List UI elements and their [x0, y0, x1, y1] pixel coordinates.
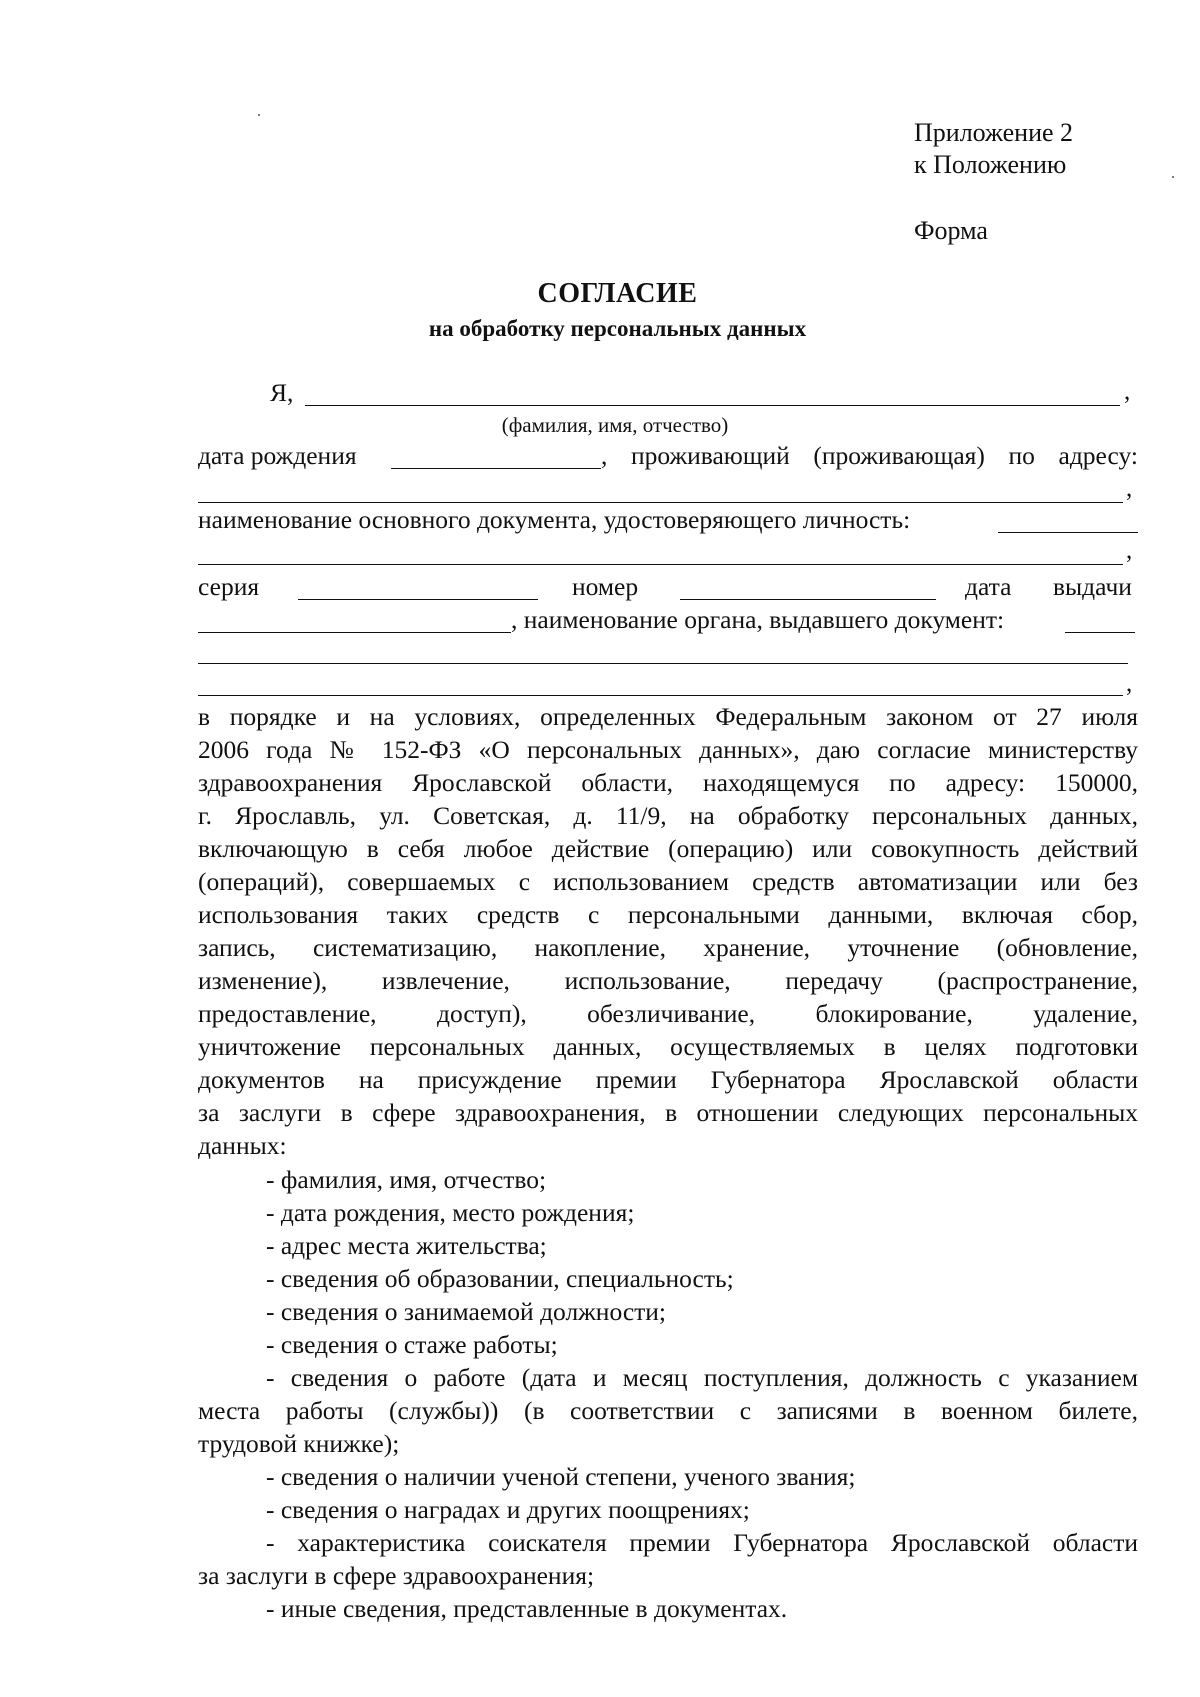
consent-line: (операций), совершаемых с использованием средств автоматизации или без	[198, 867, 1138, 896]
address-label: , проживающий (проживающая) по адресу:	[601, 441, 1138, 470]
issue-date-label: дата	[965, 572, 1012, 601]
comma: ,	[1126, 670, 1133, 697]
consent-line: данных:	[198, 1131, 287, 1160]
document-title: СОГЛАСИЕ	[537, 278, 698, 309]
appendix-number: Приложение 2	[914, 118, 1074, 147]
consent-line: запись, систематизацию, накопление, хранение, уточнение (обновление,	[198, 933, 1138, 962]
list-item: - адрес места жительства;	[266, 1231, 547, 1260]
id-document-field[interactable]	[998, 532, 1138, 533]
consent-line: включающую в себя любое действие (операцию) или совокупность действий	[198, 834, 1138, 863]
list-item-continuation: трудовой книжке);	[198, 1429, 400, 1458]
consent-line: в порядке и на условиях, определенных Федеральным законом от 27 июля	[198, 702, 1138, 731]
consent-line: изменение), извлечение, использование, передачу (распространение,	[198, 966, 1138, 995]
consent-line: 2006 года № 152-ФЗ «О персональных данных», даю согласие министерству	[198, 735, 1138, 764]
scan-speck	[1172, 176, 1174, 178]
list-item: - сведения об образовании, специальность;	[266, 1264, 734, 1293]
issuing-authority-field-cont-2[interactable]	[198, 695, 1123, 696]
consent-line: уничтожение персональных данных, осуществляемых в целях подготовки	[198, 1032, 1138, 1061]
series-label: серия	[198, 572, 260, 601]
appendix-reference: к Положению	[914, 150, 1067, 179]
number-label: номер	[572, 572, 639, 601]
comma: ,	[1126, 475, 1133, 502]
birth-date-field[interactable]	[391, 468, 601, 469]
number-field[interactable]	[680, 599, 936, 600]
list-item: - сведения о занимаемой должности;	[266, 1297, 667, 1326]
address-field[interactable]	[198, 502, 1123, 503]
id-document-field-cont[interactable]	[198, 564, 1123, 565]
consent-line: использования таких средств с персональными данными, включая сбор,	[198, 900, 1138, 929]
list-item: - иные сведения, представленные в документах.	[266, 1594, 788, 1623]
series-field[interactable]	[298, 599, 538, 600]
fio-hint: (фамилия, имя, отчество)	[501, 413, 729, 437]
consent-line: предоставление, доступ), обезличивание, блокирование, удаление,	[198, 999, 1138, 1028]
comma: ,	[1126, 537, 1133, 564]
id-document-label: наименование основного документа, удостоверяющего личность:	[198, 505, 911, 534]
list-item: - сведения о наградах и других поощрениях;	[266, 1495, 750, 1524]
issue-date-label-2: выдачи	[1053, 572, 1132, 601]
list-item: - фамилия, имя, отчество;	[266, 1165, 547, 1194]
consent-line: здравоохранения Ярославской области, находящемуся по адресу: 150000,	[198, 768, 1138, 797]
list-item: - дата рождения, место рождения;	[266, 1198, 635, 1227]
birth-date-label: дата рождения	[198, 441, 357, 470]
consent-line: документов на присуждение премии Губернатора Ярославской области	[198, 1065, 1138, 1094]
form-label: Форма	[914, 216, 988, 245]
comma: ,	[1124, 378, 1131, 405]
list-item: - сведения о работе (дата и месяц поступления, должность с указанием	[266, 1363, 1138, 1392]
consent-line: г. Ярославль, ул. Советская, д. 11/9, на обработку персональных данных,	[198, 801, 1138, 830]
document-subtitle: на обработку персональных данных	[428, 316, 807, 341]
scan-speck	[258, 114, 260, 116]
fio-field[interactable]	[305, 405, 1120, 406]
issuing-authority-label: , наименование органа, выдавшего документ:	[511, 605, 1005, 634]
issuing-authority-field[interactable]	[1065, 632, 1135, 633]
list-item: - характеристика соискателя премии Губернатора Ярославской области	[266, 1528, 1138, 1557]
list-item-continuation: места работы (службы)) (в соответствии с записями в военном билете,	[198, 1396, 1138, 1425]
ya-label: Я,	[270, 378, 294, 407]
issuing-authority-field-cont[interactable]	[198, 663, 1128, 664]
issue-date-field[interactable]	[198, 632, 511, 633]
list-item: - сведения о стаже работы;	[266, 1330, 558, 1359]
list-item-continuation: за заслуги в сфере здравоохранения;	[198, 1561, 595, 1590]
list-item: - сведения о наличии ученой степени, ученого звания;	[266, 1462, 856, 1491]
consent-line: за заслуги в сфере здравоохранения, в отношении следующих персональных	[198, 1098, 1138, 1127]
